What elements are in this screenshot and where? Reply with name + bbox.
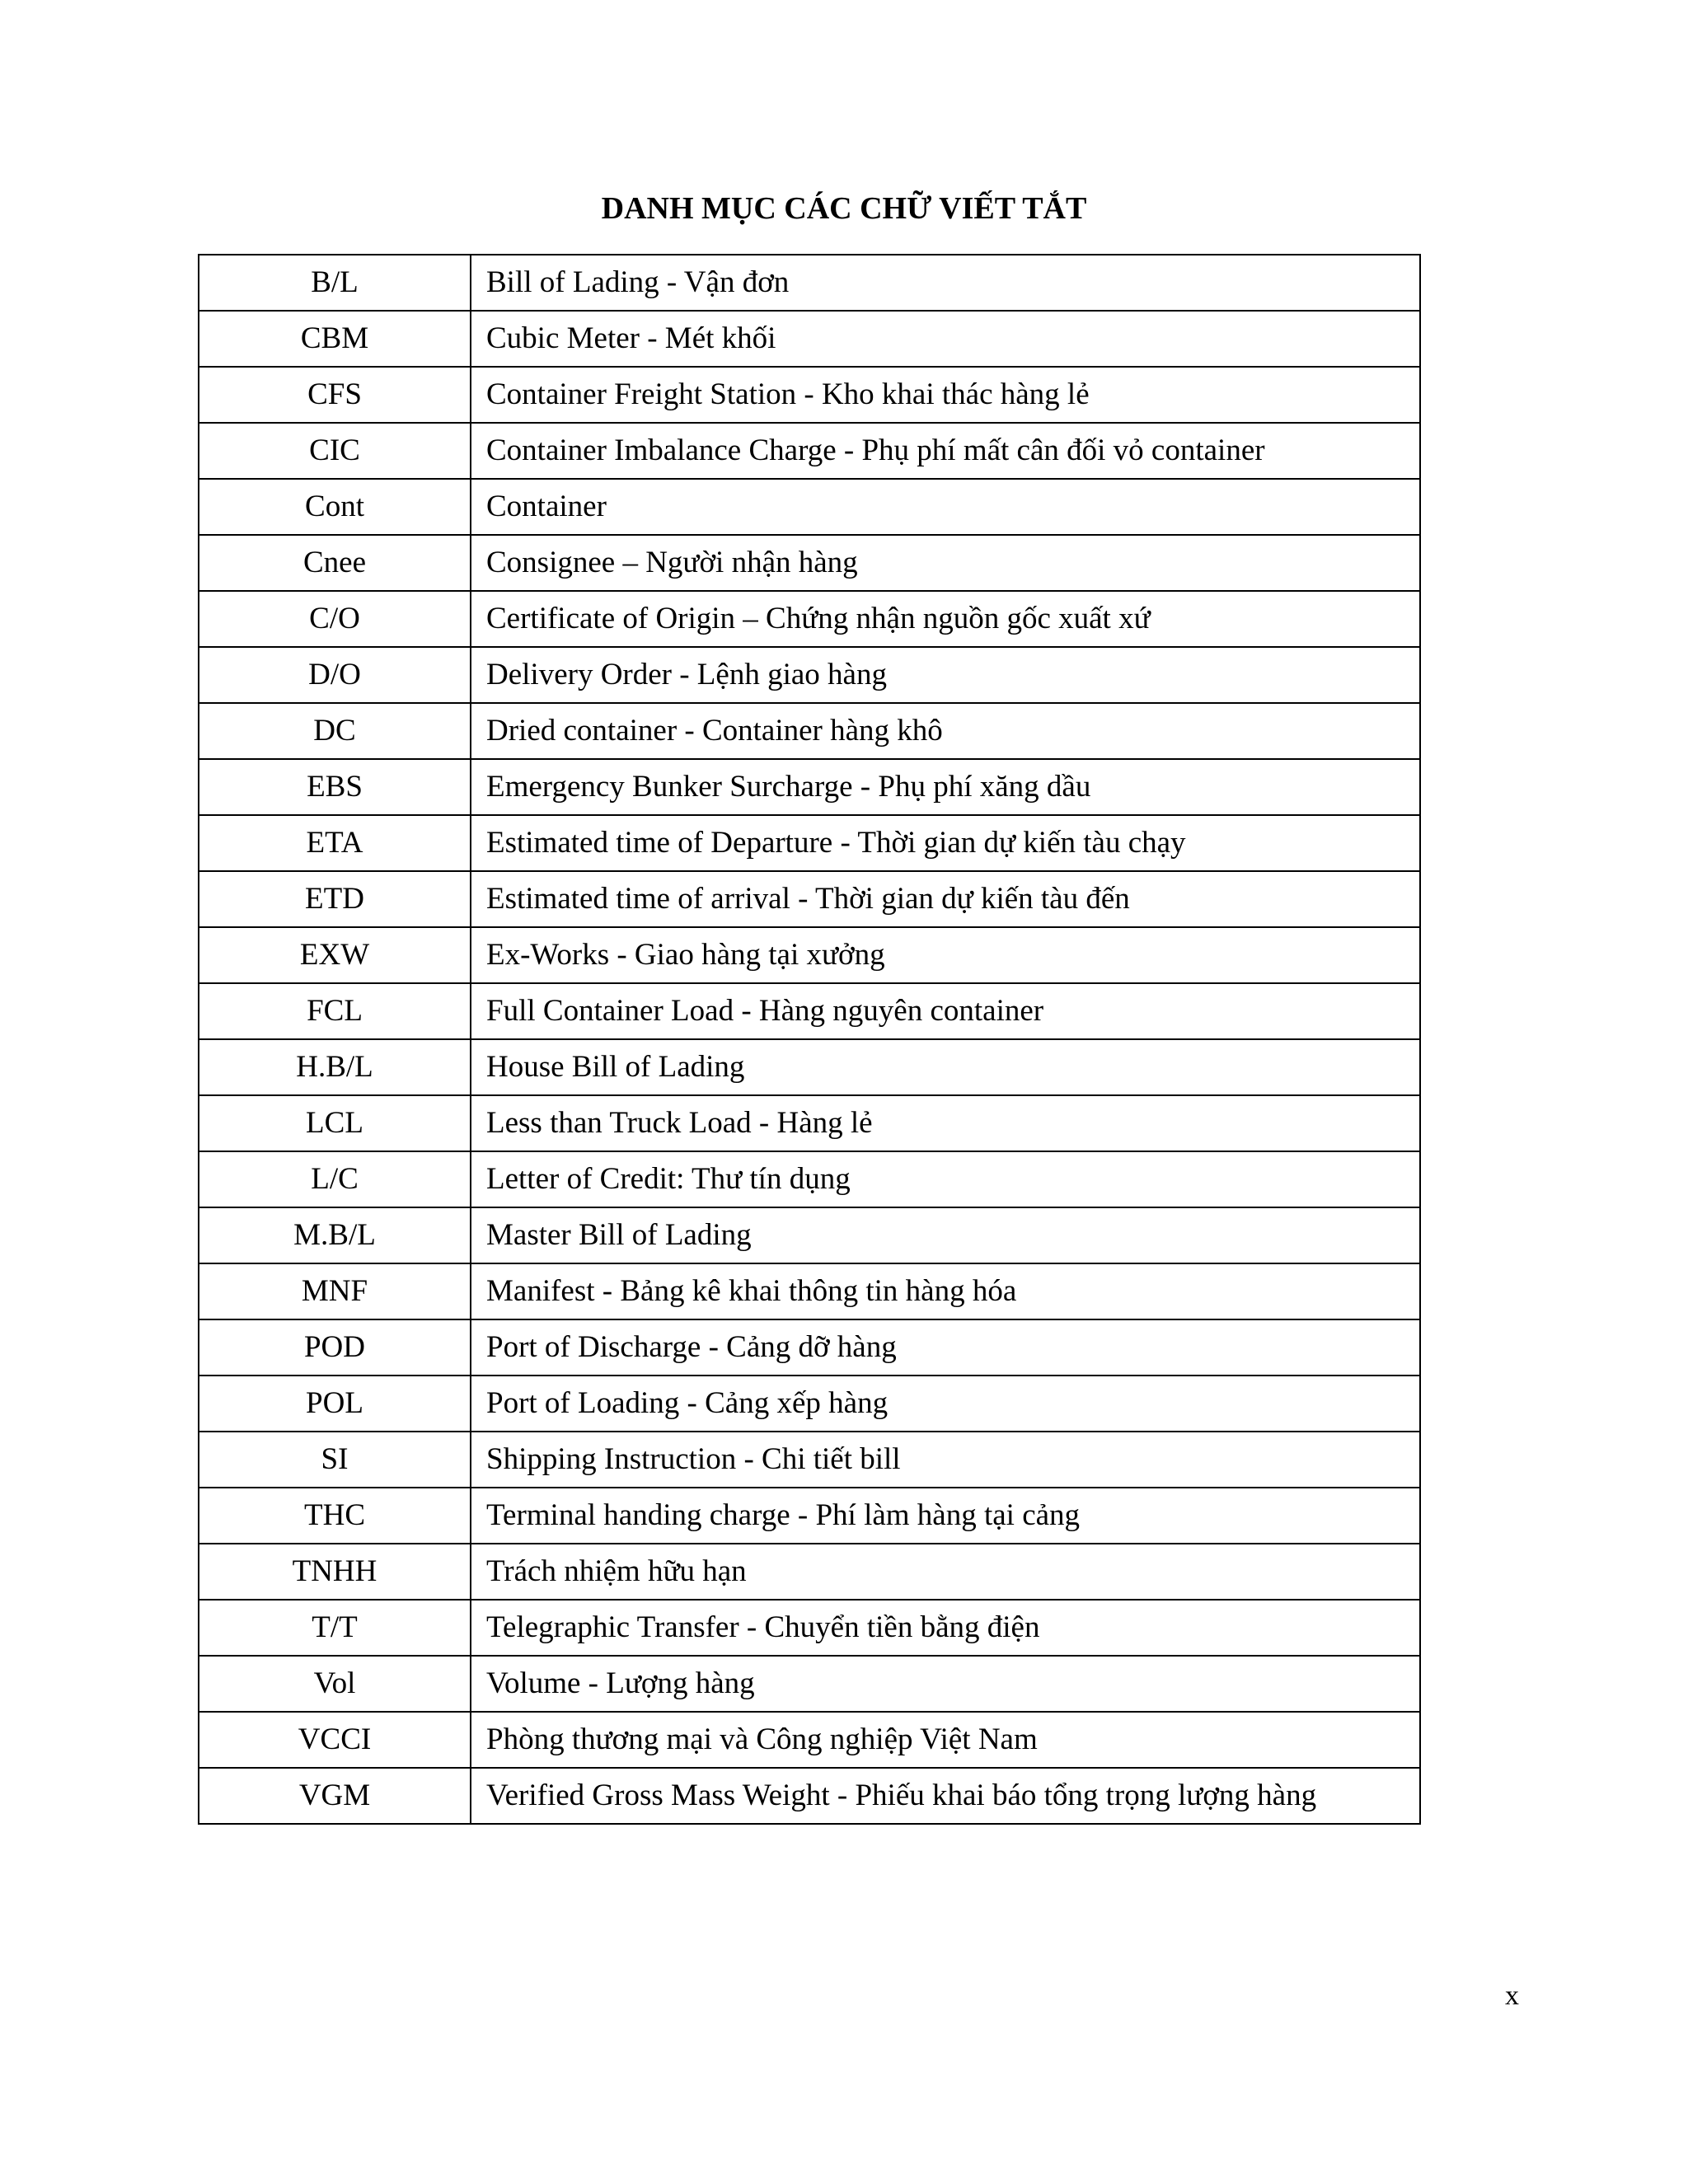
table-row	[199, 1263, 1420, 1319]
meaning-cell: Dried container - Container hàng khô	[471, 703, 1420, 759]
page-number: x	[1505, 1980, 1519, 2011]
meaning-cell: Full Container Load - Hàng nguyên container	[471, 983, 1420, 1039]
meaning-cell: Master Bill of Lading	[471, 1207, 1420, 1263]
table-row	[199, 1376, 1420, 1432]
table-row	[199, 1488, 1420, 1544]
abbreviation-cell: L/C	[199, 1151, 471, 1207]
table-row	[199, 1712, 1420, 1768]
abbreviation-cell: TNHH	[199, 1544, 471, 1600]
meaning-cell: Shipping Instruction - Chi tiết bill	[471, 1432, 1420, 1488]
meaning-cell: House Bill of Lading	[471, 1039, 1420, 1095]
table-row	[199, 1432, 1420, 1488]
meaning-cell: Verified Gross Mass Weight - Phiếu khai báo tổng trọng lượng hàng	[471, 1768, 1420, 1824]
abbreviation-cell: POD	[199, 1319, 471, 1376]
abbreviation-cell: POL	[199, 1376, 471, 1432]
abbreviation-cell: CIC	[199, 423, 471, 479]
table-row	[199, 1600, 1420, 1656]
table-row	[199, 1656, 1420, 1712]
abbreviation-cell: ETA	[199, 815, 471, 871]
abbreviation-cell: FCL	[199, 983, 471, 1039]
table-row	[199, 367, 1420, 423]
table-row	[199, 983, 1420, 1039]
abbreviation-cell: Vol	[199, 1656, 471, 1712]
meaning-cell: Ex-Works - Giao hàng tại xưởng	[471, 927, 1420, 983]
abbreviation-cell: VGM	[199, 1768, 471, 1824]
abbreviation-cell: H.B/L	[199, 1039, 471, 1095]
abbreviations-table-body	[199, 255, 1420, 1824]
table-row	[199, 871, 1420, 927]
table-row	[199, 1768, 1420, 1824]
abbreviations-table	[198, 254, 1421, 1825]
table-row	[199, 647, 1420, 703]
abbreviation-cell: CFS	[199, 367, 471, 423]
meaning-cell: Phòng thương mại và Công nghiệp Việt Nam	[471, 1712, 1420, 1768]
table-row	[199, 1095, 1420, 1151]
meaning-cell: Port of Discharge - Cảng dỡ hàng	[471, 1319, 1420, 1376]
page-title: DANH MỤC CÁC CHỮ VIẾT TẮT	[601, 191, 1087, 226]
abbreviation-cell: SI	[199, 1432, 471, 1488]
table-row	[199, 311, 1420, 367]
table-row	[199, 479, 1420, 535]
meaning-cell: Cubic Meter - Mét khối	[471, 311, 1420, 367]
meaning-cell: Manifest - Bảng kê khai thông tin hàng hóa	[471, 1263, 1420, 1319]
meaning-cell: Volume - Lượng hàng	[471, 1656, 1420, 1712]
meaning-cell: Container Freight Station - Kho khai thác hàng lẻ	[471, 367, 1420, 423]
meaning-cell: Letter of Credit: Thư tín dụng	[471, 1151, 1420, 1207]
meaning-cell: Container	[471, 479, 1420, 535]
abbreviation-cell: M.B/L	[199, 1207, 471, 1263]
meaning-cell: Telegraphic Transfer - Chuyển tiền bằng điện	[471, 1600, 1420, 1656]
meaning-cell: Less than Truck Load - Hàng lẻ	[471, 1095, 1420, 1151]
abbreviation-cell: C/O	[199, 591, 471, 647]
meaning-cell: Trách nhiệm hữu hạn	[471, 1544, 1420, 1600]
table-row	[199, 815, 1420, 871]
table-row	[199, 255, 1420, 311]
abbreviation-cell: MNF	[199, 1263, 471, 1319]
meaning-cell: Container Imbalance Charge - Phụ phí mất cân đối vỏ container	[471, 423, 1420, 479]
meaning-cell: Certificate of Origin – Chứng nhận nguồn gốc xuất xứ	[471, 591, 1420, 647]
table-row	[199, 927, 1420, 983]
table-row	[199, 1151, 1420, 1207]
table-row	[199, 1207, 1420, 1263]
table-row	[199, 535, 1420, 591]
abbreviation-cell: LCL	[199, 1095, 471, 1151]
abbreviation-cell: Cnee	[199, 535, 471, 591]
abbreviation-cell: EXW	[199, 927, 471, 983]
abbreviation-cell: B/L	[199, 255, 471, 311]
abbreviation-cell: CBM	[199, 311, 471, 367]
meaning-cell: Port of Loading - Cảng xếp hàng	[471, 1376, 1420, 1432]
table-row	[199, 1544, 1420, 1600]
abbreviation-cell: Cont	[199, 479, 471, 535]
abbreviation-cell: VCCI	[199, 1712, 471, 1768]
meaning-cell: Consignee – Người nhận hàng	[471, 535, 1420, 591]
meaning-cell: Delivery Order - Lệnh giao hàng	[471, 647, 1420, 703]
meaning-cell: Terminal handing charge - Phí làm hàng tại cảng	[471, 1488, 1420, 1544]
table-row	[199, 1039, 1420, 1095]
meaning-cell: Estimated time of arrival - Thời gian dự kiến tàu đến	[471, 871, 1420, 927]
abbreviation-cell: T/T	[199, 1600, 471, 1656]
table-row	[199, 703, 1420, 759]
meaning-cell: Bill of Lading - Vận đơn	[471, 255, 1420, 311]
abbreviation-cell: THC	[199, 1488, 471, 1544]
table-row	[199, 759, 1420, 815]
abbreviation-cell: ETD	[199, 871, 471, 927]
table-row	[199, 591, 1420, 647]
table-row	[199, 1319, 1420, 1376]
abbreviation-cell: D/O	[199, 647, 471, 703]
abbreviation-cell: EBS	[199, 759, 471, 815]
meaning-cell: Emergency Bunker Surcharge - Phụ phí xăng dầu	[471, 759, 1420, 815]
abbreviation-cell: DC	[199, 703, 471, 759]
meaning-cell: Estimated time of Departure - Thời gian dự kiến tàu chạy	[471, 815, 1420, 871]
table-row	[199, 423, 1420, 479]
